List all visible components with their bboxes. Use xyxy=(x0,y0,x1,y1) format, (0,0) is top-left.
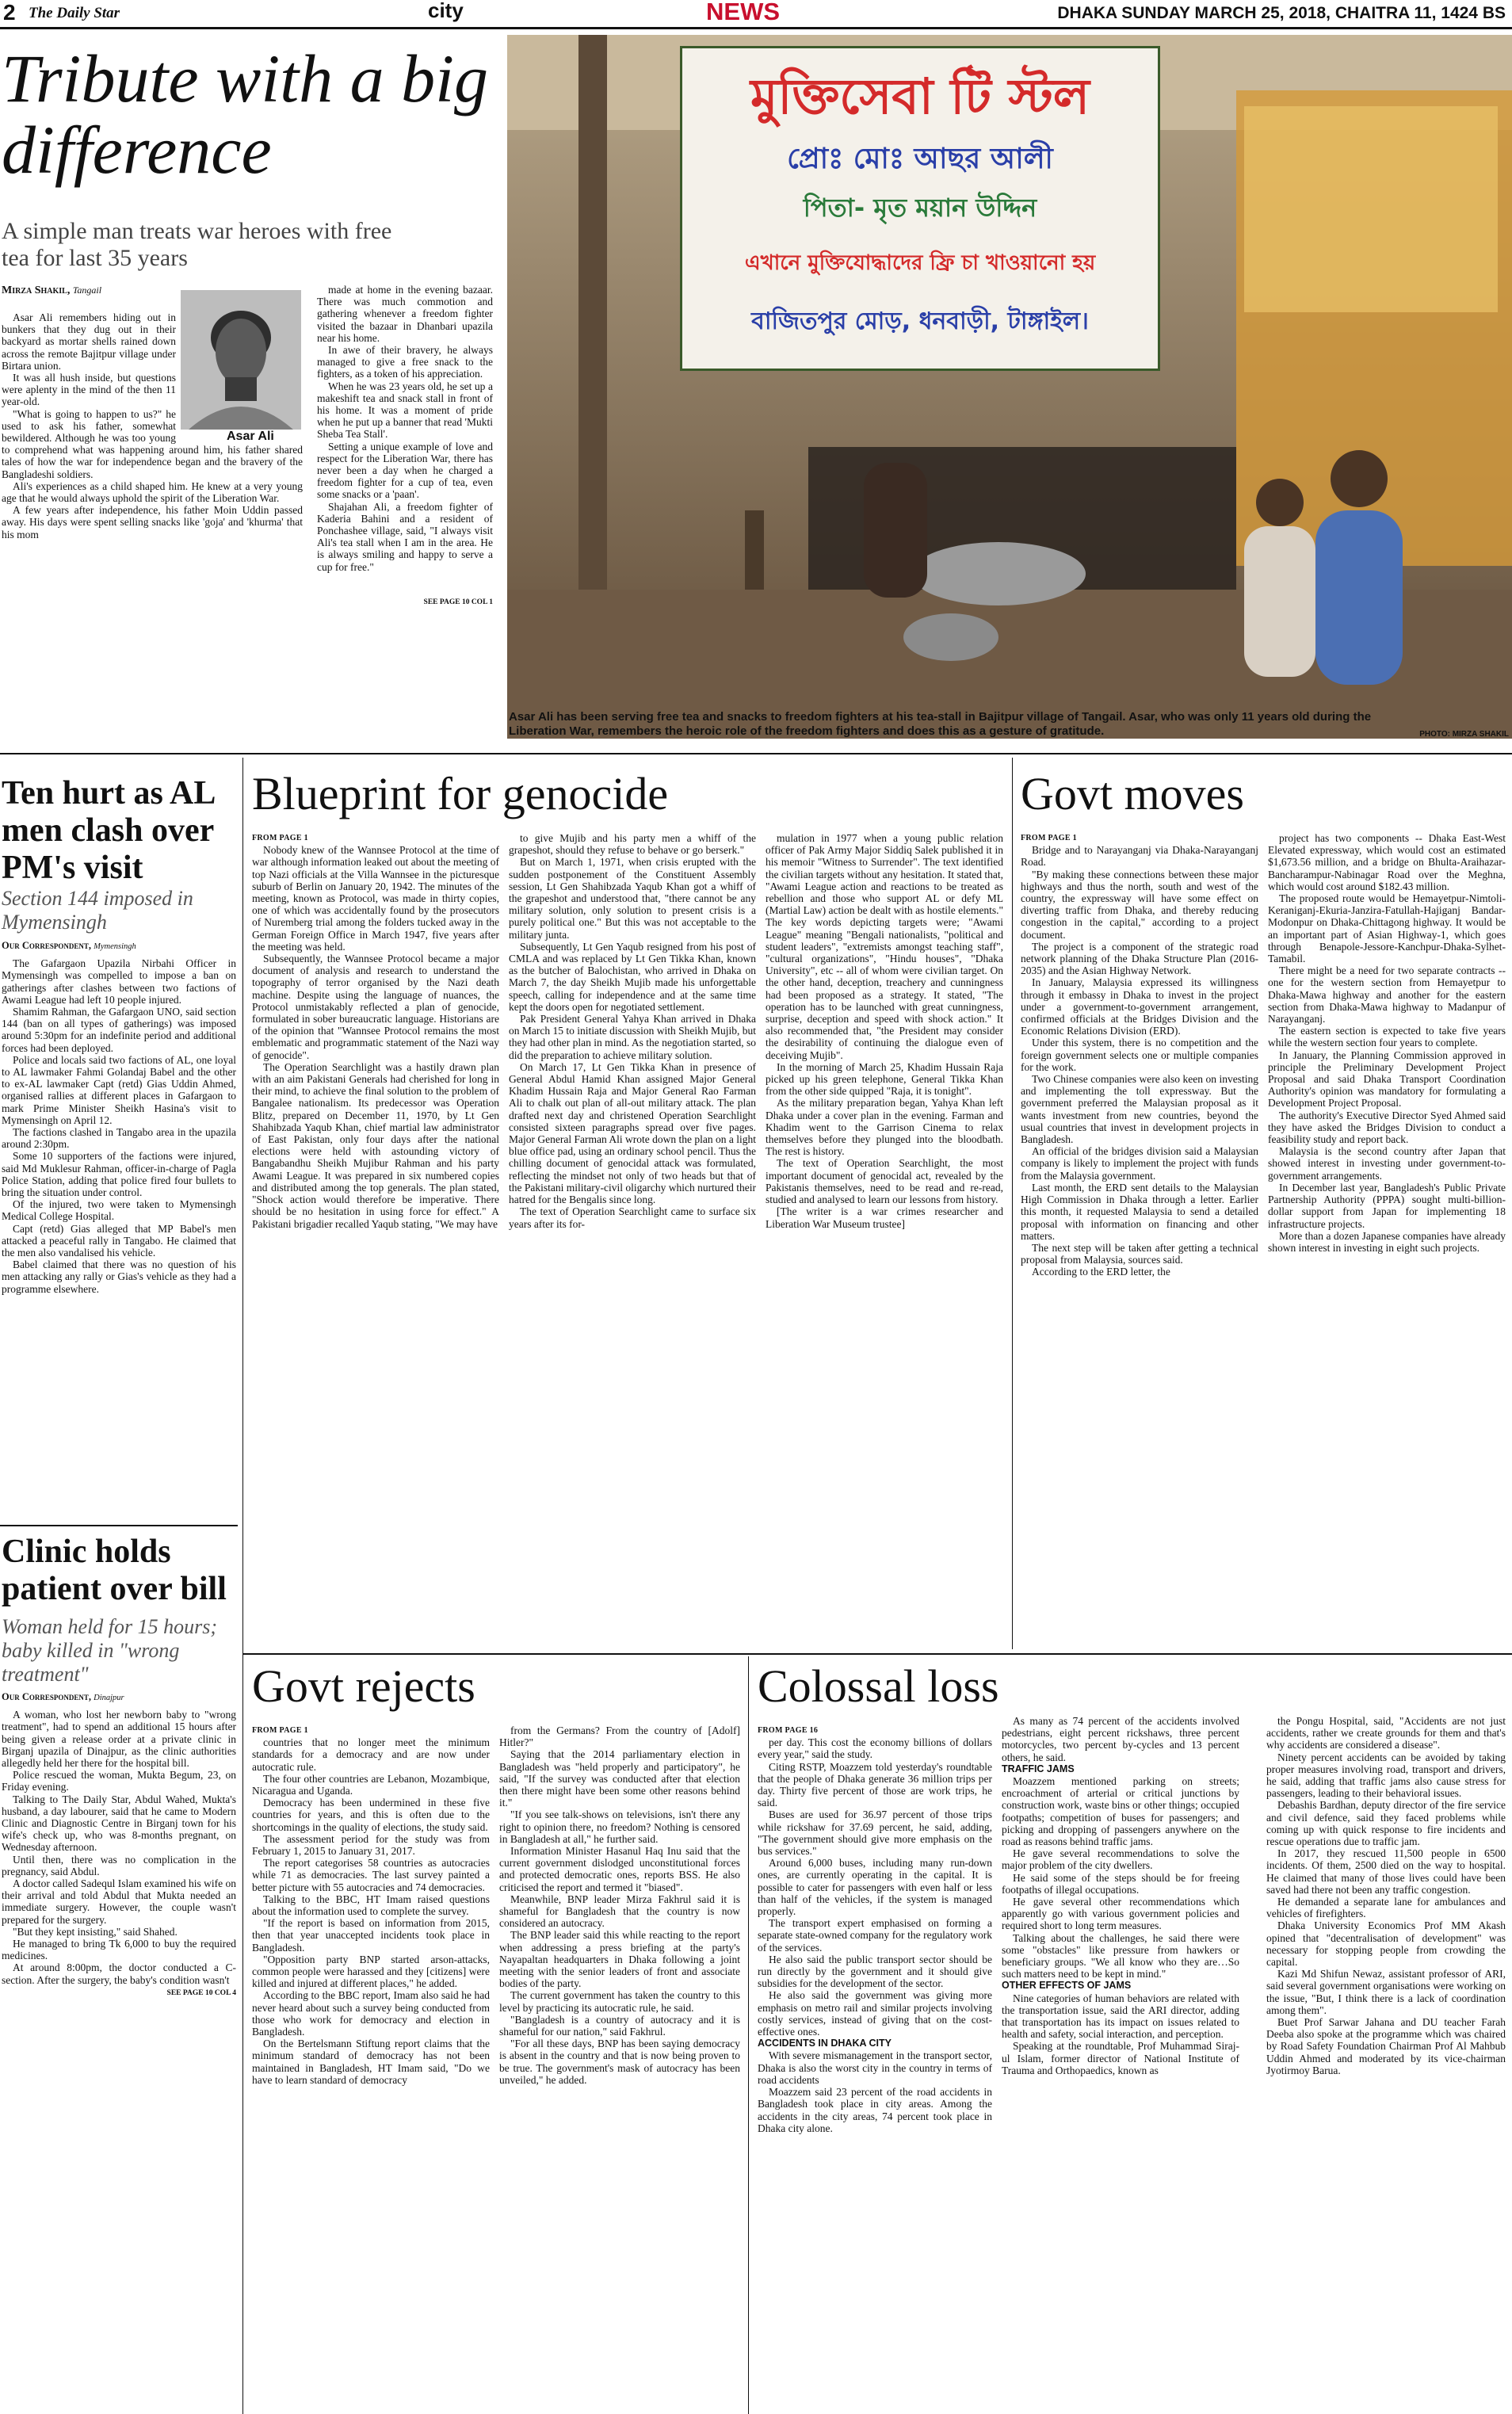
clash-byline xyxy=(2,940,236,953)
lower-horizontal-rule xyxy=(242,1653,1512,1655)
paragraph: At around 8:00pm, the doctor conducted a C-section. After the surgery, the baby's condition wasn't xyxy=(2,1961,236,1986)
paragraph: Malaysia is the second country after Japan that showed interest in investing under government-to-government arrangements. xyxy=(1268,1145,1506,1182)
paragraph: Dhaka University Economics Prof MM Akash opined that "decentralisation of development" was necessary for stopping people from crowding the capital. xyxy=(1266,1919,1506,1969)
portrait-wrap-spacer xyxy=(176,311,303,442)
paragraph: According to the BBC report, Imam also said he had never heard about such a survey being conducted from those who work for democracy and election in Bangladesh. xyxy=(252,1989,490,2038)
paragraph: Talking about the challenges, he said there were some "obstacles" like pressure from hawkers or beneficiary groups. "We all know who they are…So such matters need to be kept in mind." xyxy=(1002,1931,1239,1980)
paragraph: Bridge and to Narayanganj via Dhaka-Narayanganj Road. xyxy=(1021,844,1258,869)
lead-see-page: SEE PAGE 10 COL 1 xyxy=(423,598,493,606)
paragraph: There might be a need for two separate contracts -- one for the western section from Hemayetpur to Dhaka-Mawa highway and another for the eastern section from Dhaka-Mawa highway to Madanpur of Narayanganj. xyxy=(1268,964,1506,1026)
lead-photo xyxy=(507,35,1512,739)
paragraph: It was all hush inside, but questions were aplenty in the mind of the then 11 year-old. xyxy=(2,372,176,408)
sign-father: পিতা- মৃত ময়ান উদ্দিন xyxy=(803,193,1037,223)
paragraph: made at home in the evening bazaar. There was much commotion and gathering whenever a freedom fighter visited the bazaar in Dhanbari upazila near his home. xyxy=(317,284,493,344)
clash-column xyxy=(2,937,236,1295)
blueprint-col2-body xyxy=(509,832,756,1230)
paragraph: project has two components -- Dhaka East-West Elevated expressway, which would cost an estimated $1,673.56 million, and a bridge on Bhulta-Araihazar-Bancharampur-Nabinagar Road over the Meghna, which would cost around $182.43 million. xyxy=(1268,832,1506,892)
paragraph: In 2017, they rescued 11,500 people in 6500 incidents. Of them, 2500 died on the way to hospital. He claimed that many of those lives could have been saved had there not been any traffic congestion. xyxy=(1266,1847,1506,1896)
govt-rejects-column-1 xyxy=(252,1725,490,2086)
clash-byline-place: Mymensingh xyxy=(94,942,136,951)
paragraph: Under this system, there is no competition and the foreign government selects one or multiple companies for the work. xyxy=(1021,1037,1258,1073)
paragraph: Two Chinese companies were also keen on investing and implementing the toll expressway. But the government preferred the Malaysian proposal as it wants investment from new countries, beyond the usual countries that invest in development projects in Bangladesh. xyxy=(1021,1073,1258,1146)
paragraph: The eastern section is expected to take five years while the western section four years to complete. xyxy=(1268,1025,1506,1049)
paragraph: Democracy has been undermined in these five countries for years, and this is often due to the shortcomings in the quality of elections, the study said. xyxy=(252,1797,490,1833)
clash-body xyxy=(2,957,236,1295)
paragraph: Asar Ali remembers hiding out in bunkers that they dug out in their backyard as mortar shells rained down across the remote Bajitpur village under Birtara union. xyxy=(2,311,176,372)
colossal-headline: Colossal loss xyxy=(758,1660,999,1712)
blueprint-col1-body xyxy=(252,844,499,1230)
paragraph: Of the injured, two were taken to Mymensingh Medical College Hospital. xyxy=(2,1198,236,1223)
colossal-col1-body xyxy=(758,1736,992,2134)
sign-title: মুক্তিসেবা টি স্টল xyxy=(750,67,1090,125)
paragraph: The report categorises 58 countries as autocracies while 71 as democracies. The last survey painted a better picture with 55 autocracies and 74 democracies. xyxy=(252,1857,490,1893)
lead-headline: Tribute with a big difference xyxy=(2,40,489,188)
paragraph: Ninety percent accidents can be avoided by taking proper measures involving road, transport and drivers, he said, adding that traffic jams also cause stress for passengers, leading to their behavioral issues. xyxy=(1266,1751,1506,1800)
paragraph: A few years after independence, his father Moin Uddin passed away. His days were spent selling snacks like 'goja' and 'khurma' that his mom xyxy=(2,504,303,540)
paragraph: Police rescued the woman, Mukta Begum, 23, on Friday evening. xyxy=(2,1769,236,1793)
paragraph: In January, the Planning Commission approved in principle the Preliminary Development Project Proposal and said Dhaka Transport Coordination Authority's opinion was mandatory for formulating a Development Project Proposal. xyxy=(1268,1048,1506,1110)
paper-name: The Daily Star xyxy=(29,5,120,21)
paragraph: The authority's Executive Director Syed Ahmed said they have asked the Bridges Division to conduct a feasibility study and report back. xyxy=(1268,1109,1506,1146)
section-label: NEWS xyxy=(706,0,780,25)
paragraph: The text of Operation Searchlight, the most important document of genocidal act, revealed by the Pakistanis themselves, need to be read and re-read, studied and analysed to learn our lessons from history. xyxy=(766,1157,1003,1206)
paragraph: [The writer is a war crimes researcher and Liberation War Museum trustee] xyxy=(766,1205,1003,1230)
govt-moves-kicker: FROM PAGE 1 xyxy=(1021,834,1077,842)
blueprint-column-3 xyxy=(766,832,1003,1230)
left-vertical-rule xyxy=(242,758,243,2414)
paragraph: mulation in 1977 when a young public relation officer of Pak Army Major Siddiq Salek published it in his memoir "Witness to Surrender". The text identified the civilian targets without any hesitation. It stated that, "Awami League action and reactions to be treated as rebellion and those who support AL or defy ML (Martial Law) action be dealt with as hostile elements." The key words depicting targets were; "Awami League" meaning "Bengali nationalists, "political and student leaders", "extremists amongst teaching staff", "cultural organizations", "Hindu houses", "Dhaka University", etc -- all of whom were civilian target. On the other hand, deception, treachery and cunningness had been proposed as a strategy. It stated, "The operation has to be launched with great cunningness, surprise, deception and speed with shock action." It also recommended that, "the President may consider the desirability of continuing the dialogue even of deceiving Mujib". xyxy=(766,832,1003,1061)
paragraph: Moazzem said 23 percent of the road accidents in Bangladesh took place in city areas. Among the accidents in the city areas, 74 percent took place in Dhaka city alone. xyxy=(758,2086,992,2134)
govt-rejects-headline: Govt rejects xyxy=(252,1660,475,1712)
colossal-column-1 xyxy=(758,1725,992,2134)
paragraph: Speaking at the roundtable, Prof Muhammad Siraj-ul Islam, former director of National Institute of Trauma and Orthopaedics, known as xyxy=(1002,2040,1239,2076)
paragraph: Buet Prof Sarwar Jahana and DU teacher Farah Deeba also spoke at the programme which was chaired by Road Safety Foundation Chairman Prof Al Mahbub Uddin Ahmed and moderated by its vice-chairman Jyotirmoy Barua. xyxy=(1266,2016,1506,2076)
section-name: city xyxy=(428,0,464,22)
portrait-caption: Asar Ali xyxy=(227,430,274,443)
paragraph: The next step will be taken after getting a technical proposal from Malaysia, sources said. xyxy=(1021,1241,1258,1266)
blueprint-kicker: FROM PAGE 1 xyxy=(252,834,308,842)
paragraph: On March 17, Lt Gen Tikka Khan in presence of General Abdul Hamid Khan assigned Major General Khadim Hussain Raja and Major General Rao Farman Ali to chalk out plan of all-out military attack. The plan drafted next day and christened Operation Searchlight consisted sixteen paragraphs spread over five pages. Major General Farman Ali wrote down the plan on a light blue office pad, using an ordinary school pencil. Thus the chilling document of genocidal attack was formulated, reflecting the mindset not only of two heads but that of the Pakistani military-civil oligarchy which nurtured their hatred for the Bengalis since long. xyxy=(509,1060,756,1206)
paragraph: per day. This cost the economy billions of dollars every year," said the study. xyxy=(758,1736,992,1761)
paragraph: "But they kept insisting," said Shahed. xyxy=(13,1925,178,1938)
paragraph: He demanded a separate lane for ambulances and vehicles of firefighters. xyxy=(1266,1896,1506,1920)
paragraph: Subsequently, Lt Gen Yaqub resigned from his post of CMLA and was replaced by Lt Gen Tikka Khan, known as the butcher of Balochistan, who arrived in Dhaka on March 7, the day Sheikh Mujib made his unforgettable speech, calling for independence and at the same time kept the doors open for negotiated settlement. xyxy=(509,940,756,1013)
paragraph: He also said the government was giving more emphasis on metro rail and similar projects involving costly services, instead of giving that on the cost-effective ones. xyxy=(758,1989,992,2038)
paragraph: Some 10 supporters of the factions were injured, said Md Muklesur Rahman, officer-in-charge of Pagla Police Station, adding that police fired four bullets to bring the situation under control. xyxy=(2,1150,236,1199)
paragraph: "If the report is based on information from 2015, then that year unaccepted incidents took place in Bangladesh. xyxy=(252,1917,490,1954)
subhead-label: TRAFFIC JAMS xyxy=(1002,1763,1075,1774)
paragraph: Last month, the ERD sent details to the Malaysian High Commission in Dhaka through a letter. Earlier this month, it requested Malaysia to send a detailed proposal with information on financing and other matters. xyxy=(1021,1181,1258,1242)
paragraph: Until then, there was no complication in the pregnancy, said Abdul. xyxy=(2,1853,236,1877)
paragraph: Nine categories of human behaviors are related with the transportation issue, said the ARI director, adding that transportation has its impact on issues related to health and safety, social interaction, and perception. xyxy=(1002,1992,1239,2041)
paragraph: Nobody knew of the Wannsee Protocol at the time of war although information leaked out about the meeting of top Nazi officials at the Villa Wannsee in the picturesque suburb of Berlin on January 20, 1942. The minutes of the meeting, known as Protocol, was made in thirty copies, one of which was accidentally found by the prosecutors of Nuremberg trial among the folders tucked away in the German Foreign Office in March 1947, five years after the meeting was held. xyxy=(252,844,499,953)
paragraph: "If you see talk-shows on televisions, isn't there any right to opinion there, no freedom? Nothing is censored in Bangladesh at all," he further said. xyxy=(499,1809,740,1845)
paragraph: In awe of their bravery, he always managed to give a free snack to the fighters, as a token of his appreciation. xyxy=(317,344,493,380)
paragraph: Debashis Bardhan, deputy director of the fire service and civil defence, said they faced problems while coming up with quick response to fire incidents and rescue operations due to traffic jam. xyxy=(1266,1799,1506,1848)
clinic-column xyxy=(2,1688,236,2000)
govt-rejects-column-2 xyxy=(499,1725,740,2086)
paragraph: the Pongu Hospital, said, "Accidents are not just accidents, rather we create grounds for them and that's why accidents are considered a disease". xyxy=(1266,1715,1506,1751)
paragraph: Shamim Rahman, the Gafargaon UNO, said section 144 (ban on all types of gatherings) was imposed around 5:30pm for an indefinite period and additional forces had been deployed. xyxy=(2,1006,236,1054)
paragraph: The four other countries are Lebanon, Mozambique, Nicaragua and Uganda. xyxy=(252,1772,490,1797)
clash-headline: Ten hurt as AL men clash over PM's visit xyxy=(2,775,215,886)
paragraph: In the morning of March 25, Khadim Hussain Raja picked up his green telephone, General Tikka Khan from the other side quipped "Raja, it is tonight". xyxy=(766,1060,1003,1098)
paragraph: Shajahan Ali, a freedom fighter of Kaderia Bahini and a resident of Ponchashee village, said, "I always visit Ali's tea stall when I am in the area. He is always smiling and happy to serve a cup for free." xyxy=(317,500,493,573)
govt-moves-column-1 xyxy=(1021,832,1258,1278)
paragraph: According to the ERD letter, the xyxy=(1032,1266,1170,1278)
paragraph: Around 6,000 buses, including many run-down ones, are currently operating in the capital. It is possible to cater for passengers with even half or less than half of the vehicles, if the system is managed properly. xyxy=(758,1857,992,1918)
mid-vertical-rule xyxy=(1012,758,1013,1649)
clash-subhead: Section 144 imposed in Mymensingh xyxy=(2,887,193,934)
paragraph: "What is going to happen to us?" he used to ask his father, somewhat bewildered. Although he was too young to comprehend what was happening around him, his father shared tales of how the war for independence began and the bravery of the Bangladeshi soldiers. xyxy=(2,407,303,480)
paragraph: He also said the public transport sector should be run directly by the government and it should give subsidies for the development of the sector. xyxy=(758,1953,992,1990)
masthead xyxy=(0,0,1512,27)
lead-byline-name: Mirza Shakil, xyxy=(2,285,71,296)
colossal-col3-body xyxy=(1266,1715,1506,2076)
paragraph: Pak President General Yahya Khan arrived in Dhaka on March 15 to initiate discussion with Sheikh Mujib, but they had other plan in mind. As the negotiation started, so did the preparation to achieve military solution. xyxy=(509,1013,756,1061)
paragraph: In December last year, Bangladesh's Public Private Partnership Authority (PPPA) sought multi-billion-dollar support from Japan for implementing 18 infrastructure projects. xyxy=(1268,1181,1506,1230)
paragraph: The Gafargaon Upazila Nirbahi Officer in Mymensingh was compelled to impose a ban on gatherings after clashes between two factions of Awami League had left 10 people injured. xyxy=(2,957,236,1006)
paragraph: to give Mujib and his party men a whiff of the grapeshot, should they refuse to behave or go berserk." xyxy=(509,832,756,857)
left-mid-rule xyxy=(0,1525,238,1526)
sign-free-tea: এখানে মুক্তিযোদ্ধাদের ফ্রি চা খাওয়ানো হয় xyxy=(744,251,1096,275)
paragraph: Talking to The Daily Star, Abdul Wahed, Mukta's husband, a day labourer, said that he came to Modern Clinic and Diagnostic Centre in Birganj town for his wife's check up, who was 8-months pregnant, on Wednesday afternoon. xyxy=(2,1793,236,1854)
blueprint-column-2 xyxy=(509,832,756,1230)
govt-moves-col2-body xyxy=(1268,832,1506,1254)
paragraph: The factions clashed in Tangabo area in the upazila around 2:30pm. xyxy=(2,1126,236,1151)
paragraph: The transport expert emphasised on forming a separate state-owned company for the regulatory work of the services. xyxy=(758,1917,992,1954)
paragraph: Ali's experiences as a child shaped him. He knew at a very young age that he would always uphold the spirit of the Liberation War. xyxy=(2,479,303,505)
clinic-see-page: SEE PAGE 10 COL 4 xyxy=(166,1988,236,1997)
paragraph: The project is a component of the strategic road network planning of the Dhaka Structure Plan (2016-2035) and the Asian Highway Network. xyxy=(1021,940,1258,977)
paragraph: "Bangladesh is a country of autocracy and it is shameful for our nation," said Fakhrul. xyxy=(499,2013,740,2038)
colossal-kicker: FROM PAGE 16 xyxy=(758,1726,819,1735)
lead-col1-body xyxy=(2,311,303,540)
paragraph: He managed to bring Tk 6,000 to buy the required medicines. xyxy=(2,1938,236,1962)
sign-address: বাজিতপুর মোড়, ধনবাড়ী, টাঙ্গাইল। xyxy=(751,307,1089,335)
paragraph: The current government has taken the country to this level by practicing its autocratic rule, he said. xyxy=(499,1989,740,2014)
govt-moves-column-2 xyxy=(1268,832,1506,1254)
page-number: 2 xyxy=(3,0,16,25)
sign-proprietor: প্রোঃ মোঃ আছর আলী xyxy=(787,143,1053,175)
paragraph: The proposed route would be Hemayetpur-Nimtoli-Keraniganj-Ekuria-Janzira-Fatullah-Hajiganj Bandar-Modonpur on Dhaka-Chittagong highway. It would be an important part of Asian Highway-1, which goes through Benapole-Jessore-Kanchpur-Dhaka-Sylhet-Tamabil. xyxy=(1268,892,1506,965)
photo-caption: Asar Ali has been serving free tea and snacks to freedom fighters at his tea-stall in Bajitpur village of Tangail. Asar, who was only 11 years old during the Liberation War, remembers the heroic role of the freedom fighters and does this as a gesture of gratitude. xyxy=(509,710,1372,738)
paragraph: He gave several recommendations to solve the major problem of the city dwellers. xyxy=(1002,1847,1239,1872)
stall-signboard xyxy=(680,46,1160,371)
paragraph: As the military preparation began, Yahya Khan left Dhaka under a cover plan in the evening. Farman and Khadim went to the Garrison Cinema to relax themselves before they plunged into the bloodbath. The rest is history. xyxy=(766,1097,1003,1158)
paragraph: A doctor called Sadequl Islam examined his wife on their arrival and told Abdul that Mukta needed an immediate surgery. However, the couple wasn't prepared for the surgery. xyxy=(2,1877,236,1926)
paragraph: Babel claimed that there was no question of his men attacking any rally or Gias's vehicle as they had a programme elsewhere. xyxy=(2,1259,236,1295)
paragraph: The Operation Searchlight was a hastily drawn plan with an aim Pakistani Generals had cherished for long in their mind, to achieve the final solution to the problem of Bangalee nationalism. Its predecessor was Operation Blitz, prepared on December 11, 1970, by Lt Gen Shahibzada Yaqub Khan, chief martial law administrator of East Pakistan, only four days after the national elections were held with astounding victory of Bangabandhu Sheikh Mujibur Rahman and his party Awami League. It was prepared in six numbered copies and distributed among the top generals. The plan stated, "Shock action would therefore be imperative. There should be no hesitation in using force for effect." A Pakistani brigadier recalled Yaqub stating, "We may have xyxy=(252,1060,499,1230)
paragraph: The assessment period for the study was from February 1, 2015 to January 31, 2017. xyxy=(252,1832,490,1858)
paragraph: Subsequently, the Wannsee Protocol became a major document of analysis and research to understand the topography of terror organised by the Nazi death machine. Despite using the language of nuances, the Protocol unmistakably reflected a plan of genocide, formulated in sober bureaucratic language. Historians are of the opinion that "Wannsee Protocol remains the most emblematic and programmatic statement of the Nazi way of genocide". xyxy=(252,953,499,1061)
paragraph: from the Germans? From the country of [Adolf] Hitler?" xyxy=(499,1725,740,1749)
lead-column-2 xyxy=(317,284,493,609)
paragraph: Kazi Md Shifun Newaz, assistant professor of ARI, said several government organisations were working on the issue, "But, I think there is a lack of coordination among them". xyxy=(1266,1968,1506,2016)
clinic-byline-name: Our Correspondent, xyxy=(2,1691,92,1702)
paragraph: The text of Operation Searchlight came to surface six years after its for- xyxy=(509,1205,756,1230)
paragraph: With severe mismanagement in the transport sector, Dhaka is also the worst city in the country in terms of road accidents xyxy=(758,2049,992,2086)
blueprint-col3-body xyxy=(766,832,1003,1230)
paragraph: The BNP leader said this while reacting to the report when addressing a press briefing at the party's Nayapaltan headquarters in Dhaka following a joint meeting with the senior leaders of front and associate bodies of the party. xyxy=(499,1929,740,1990)
clinic-byline-place: Dinajpur xyxy=(94,1694,124,1702)
lead-subhead: A simple man treats war heroes with free tea for last 35 years xyxy=(2,218,392,271)
govt-rejects-col2-body xyxy=(499,1725,740,2086)
paragraph: Capt (retd) Gias alleged that MP Babel's men attacked a peaceful rally in Tangabo. He claimed that the men also vandalised his vehicle. xyxy=(2,1222,236,1259)
paragraph: More than a dozen Japanese companies have already shown interest in investing in eight such projects. xyxy=(1268,1229,1506,1254)
paragraph: "For all these days, BNP has been saying democracy is absent in the country and that is now being proven to be true. The government's mask of autocracy has been unveiled," he added. xyxy=(499,2038,740,2086)
paragraph: "Opposition party BNP started arson-attacks, common people were harassed and they [citizens] were killed and injured at different places," he added. xyxy=(252,1953,490,1990)
lead-byline-place: Tangail xyxy=(72,285,102,296)
lead-byline xyxy=(2,285,101,297)
clinic-byline xyxy=(2,1691,236,1704)
clinic-subhead: Woman held for 15 hours; baby killed in "wrong treatment" xyxy=(2,1615,218,1686)
paragraph: Information Minister Hasanul Haq Inu said that the current government dislodged unconstitutional forces and protected democratic ones, reports BSS. He also criticised the report and termed it "biased". xyxy=(499,1845,740,1893)
lead-column-1 xyxy=(2,311,303,540)
paragraph: A woman, who lost her newborn baby to "wrong treatment", had to spend an additional 15 hours after being given a release order at a private clinic in Birganj upazila of Dinajpur, as the clinic authorities allegedly held her there for the hospital bill. xyxy=(2,1709,236,1770)
govt-rejects-col1-body xyxy=(252,1736,490,2086)
blueprint-column-1 xyxy=(252,832,499,1230)
lower-vertical-rule xyxy=(748,1656,749,2414)
govt-moves-col1-body xyxy=(1021,844,1258,1278)
paragraph: On the Bertelsmann Stiftung report claims that the minimum standard of democracy has not been maintained in Bangladesh, HT Imam said, "Do we have to learn standard of democracy xyxy=(252,2038,490,2086)
paragraph: In January, Malaysia expressed its willingness through it embassy in Dhaka to invest in the project under a government-to-government arrangement, confirmed officials at the Bridges Division and the Economic Relations Division (ERD). xyxy=(1021,976,1258,1037)
govt-moves-headline: Govt moves xyxy=(1021,768,1244,819)
paragraph: When he was 23 years old, he set up a makeshift tea and snack stall in front of his home. It was a moment of pride when he put up a banner that read 'Mukti Sheba Tea Stall'. xyxy=(317,380,493,441)
lead-col2-body xyxy=(317,284,493,573)
paragraph: He gave several other recommendations which apparently go with various government policies and required short to long term measures. xyxy=(1002,1896,1239,1932)
paragraph: He said some of the steps should be for freeing footpaths of illegal occupations. xyxy=(1002,1871,1239,1896)
subhead-label: ACCIDENTS IN DHAKA CITY xyxy=(758,2038,892,2049)
clash-byline-name: Our Correspondent, xyxy=(2,940,92,951)
colossal-column-2 xyxy=(1002,1715,1239,2076)
paragraph: Talking to the BBC, HT Imam raised questions about the information used to complete the survey. xyxy=(252,1893,490,1918)
colossal-column-3 xyxy=(1266,1715,1506,2076)
paragraph: Citing RSTP, Moazzem told yesterday's roundtable that the people of Dhaka generate 36 million trips per day. Thirty five percent of those are work trips, he said. xyxy=(758,1760,992,1809)
photo-credit: PHOTO: MIRZA SHAKIL xyxy=(1419,730,1509,739)
paragraph: An official of the bridges division said a Malaysian company is likely to implement the project with funds from the Malaysia government. xyxy=(1021,1145,1258,1182)
clinic-body xyxy=(2,1709,236,1986)
paragraph: Buses are used for 36.97 percent of those trips while rickshaw for 37.69 percent, he said, adding, "The government should give more emphasis on the bus services." xyxy=(758,1809,992,1858)
colossal-col2-body xyxy=(1002,1715,1239,2076)
clinic-headline: Clinic holds patient over bill xyxy=(2,1534,227,1607)
subhead-label: OTHER EFFECTS OF JAMS xyxy=(1002,1980,1132,1992)
paragraph: As many as 74 percent of the accidents involved pedestrians, eight percent rickshaws, three percent motorcycles, two percent by-cycles and 13 percent others, he said. xyxy=(1002,1715,1239,1763)
paragraph: Moazzem mentioned parking on streets; encroachment of arterial or critical junctions by construction work, waste bins or other things; occupied footpaths; competition of buses for passengers; and picking and dropping of passengers anywhere on the road as reasons behind traffic jams. xyxy=(1002,1775,1239,1848)
paragraph: But on March 1, 1971, when crisis erupted with the sudden postponement of the Constituent Assembly session, Lt Gen Shahibzada Yaqub Khan got a whiff of the grapeshot and understood that, "there cannot be any military solution, only solution to present crisis is a purely political one." But this was not acceptable to the military junta. xyxy=(509,856,756,941)
lead-bottom-rule xyxy=(0,753,1512,754)
blueprint-headline: Blueprint for genocide xyxy=(252,768,669,819)
paragraph: countries that no longer meet the minimum standards for a democracy and are now under autocratic rule. xyxy=(252,1736,490,1773)
paragraph: Police and locals said two factions of AL, one loyal to AL lawmaker Fahmi Golandaj Babel and the other to ex-AL lawmaker Capt (retd) Gias Uddin Ahmed, organised rallies at different places in Gafargaon to mark Prime Minister Sheikh Hasina's visit to Mymensingh on April 12. xyxy=(2,1053,236,1126)
govt-rejects-kicker: FROM PAGE 1 xyxy=(252,1726,308,1735)
paragraph: Meanwhile, BNP leader Mirza Fakhrul said it is shameful for Bangladesh that the country is now considered an autocracy. xyxy=(499,1893,740,1930)
dateline: DHAKA SUNDAY MARCH 25, 2018, CHAITRA 11, 1424 BS xyxy=(1057,4,1506,22)
paragraph: Saying that the 2014 parliamentary election in Bangladesh was "held properly and participatory", he said, "If the survey was conducted after that election then there might have been some other reasons behind it." xyxy=(499,1748,740,1809)
paragraph: Setting a unique example of love and respect for the Liberation War, there has never been a day when he charged a freedom fighter for a cup of tea, even some snacks or a 'paan'. xyxy=(317,440,493,501)
paragraph: "By making these connections between these major highways and thus the north, south and west of the country, the expressway will have some effect on diverting traffic from Dhaka, and thereby reducing congestion in the capital," according to a project document. xyxy=(1021,868,1258,941)
masthead-rule xyxy=(0,27,1512,29)
